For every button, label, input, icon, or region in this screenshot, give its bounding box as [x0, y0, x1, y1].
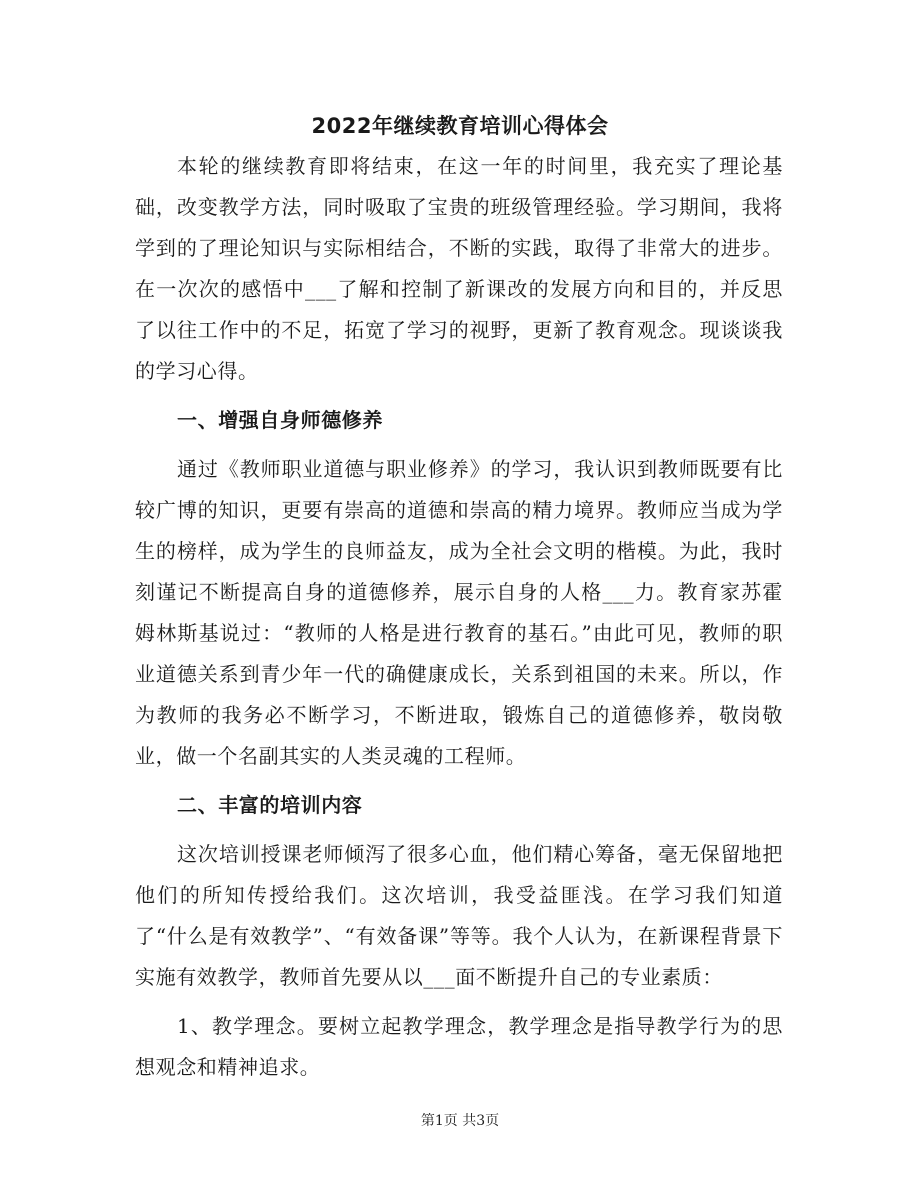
- intro-paragraph: 本轮的继续教育即将结束，在这一年的时间里，我充实了理论基础，改变教学方法，同时吸取了宝贵的班级管理经验。学习期间，我将学到的了理论知识与实际相结合，不断的实践，取得了非常大的进步。在一次次的感悟中___了解和控制了新课改的发展方向和目的，并反思了以往工作中的不足，拓宽了学习的视野，更新了教育观念。现谈谈我的学习心得。: [135, 154, 783, 383]
- section-paragraph-1: 通过《教师职业道德与职业修养》的学习，我认识到教师既要有比较广博的知识，更要有崇高的道德和崇高的精力境界。教师应当成为学生的榜样，成为学生的良师益友，成为全社会文明的楷模。为此，我时刻谨记不断提高自身的道德修养，展示自身的人格___力。教育家苏霍姆林斯基说过：“教师的人格是进行教育的基石。”由此可见，教师的职业道德关系到青少年一代的确健康成长，关系到祖国的未来。所以，作为教师的我务必不断学习，不断进取，锻炼自己的道德修养，敬岗敬业，做一个名副其实的人类灵魂的工程师。: [135, 457, 783, 768]
- section-heading-1: 一、增强自身师德修养: [177, 408, 383, 432]
- section-heading-2: 二、丰富的培训内容: [177, 793, 363, 817]
- page-number-footer: 第1页 共3页: [420, 1113, 500, 1129]
- spacer: [135, 826, 783, 834]
- spacer: [135, 392, 783, 400]
- spacer: [135, 441, 783, 449]
- document-body: [135, 146, 783, 1088]
- section-paragraph-2: 这次培训授课老师倾泻了很多心血，他们精心筹备，毫无保留地把他们的所知传授给我们。这次培训，我受益匪浅。在学习我们知道了“什么是有效教学”、“有效备课”等等。我个人认为，在新课程背景下实施有效教学，教师首先要从以___面不断提升自己的专业素质：: [135, 842, 783, 989]
- spacer: [135, 998, 783, 1006]
- list-item-1: 1、教学理念。要树立起教学理念，教学理念是指导教学行为的思想观念和精神追求。: [135, 1014, 783, 1079]
- document-title: 2022年继续教育培训心得体会: [311, 114, 609, 138]
- spacer: [135, 777, 783, 785]
